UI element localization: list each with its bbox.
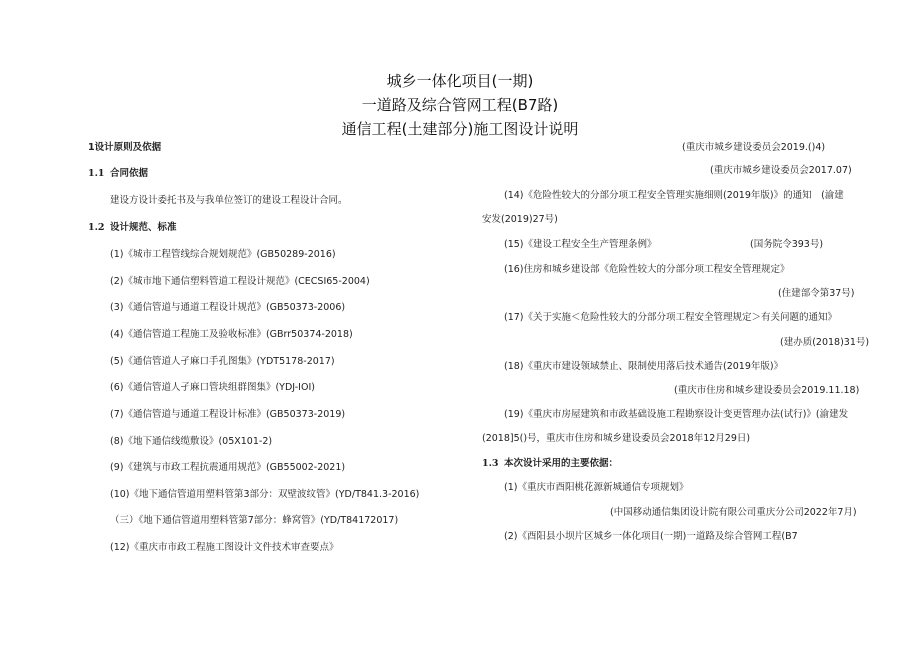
standard-item: (1)《城市工程管线综合规划规范》(GB50289-2016): [110, 249, 336, 260]
section-1-1-text: 建设方设计委托书及与我单位签订的建设工程设计合同。: [110, 195, 348, 206]
reference-item: (19)《重庆市房屋建筑和市政基础设施工程勘察设计变更管理办法(试行)》(渝建发: [504, 409, 849, 420]
section-1-heading: 1设计原则及依据: [88, 142, 162, 153]
reference-item: (16)住房和城乡建设部《危险性较大的分部分项工程安全管理规定》: [504, 264, 790, 275]
standard-item: (6)《通信管道人孑麻口管块组群图集》(YDJ-IOI): [110, 382, 315, 393]
standard-item: (7)《通信管道与通道工程设计标准》(GB50373-2019): [110, 409, 346, 420]
standard-item: (5)《通信管道人孑麻口手孔图集》(YDT5178-2017): [110, 356, 335, 367]
reference-item: (17)《关于实施＜危险性较大的分部分项工程安全管理规定＞有关问题的通知》: [504, 312, 838, 323]
issuer-note: (国务院令393号): [750, 239, 824, 250]
issuer-note: (重庆市城乡建设委员会2017.07): [710, 165, 852, 176]
doc-title-line1: 城乡一体化项目(一期): [386, 72, 534, 90]
standard-item: (4)《通信管道工程施工及验收标准》(GBrr50374-2018): [110, 329, 353, 340]
reference-item: (15)《建设工程安全生产管理条例》: [504, 239, 657, 250]
reference-item-continued: (2018]5()号，重庆市住房和城乡建设委员会2018年12月29日): [482, 433, 751, 444]
section-1-1-number: 1.1: [88, 168, 105, 179]
standard-item: (12)《重庆市市政工程施工图设计文件技术审查要点》: [110, 542, 339, 553]
issuer-note: (中国移动通信集团设计院有限公司重庆分公司2022年7月): [610, 507, 857, 518]
standard-item: （三）《地下通信管道用塑料管第7部分：蜂窝管》(YD/T84172017): [110, 515, 399, 526]
basis-item: (2)《酉阳县小坝片区城乡一体化项目(一期)一道路及综合管网工程(B7: [504, 531, 798, 542]
doc-title-line3: 通信工程(土建部分)施工图设计说明: [341, 120, 579, 138]
standard-item: (2)《城市地下通信塑料管道工程设计规范》(CECSI65-2004): [110, 276, 370, 287]
issuer-note: (重庆市住房和城乡建设委员会2019.11.18): [674, 385, 860, 396]
reference-item: (18)《重庆市建设领域禁止、限制使用落后技术通告(2019年版)》: [504, 361, 784, 372]
doc-title-line2: 一道路及综合管网工程(B7路): [361, 96, 559, 114]
basis-item: (1)《重庆市酉阳桃花源新城通信专项规划》: [504, 482, 689, 493]
section-1-1-title: 合同依据: [110, 168, 149, 179]
standard-item: (8)《地下通信线缆敷设》(05X101-2): [110, 436, 273, 447]
standard-item: (10)《地下通信管道用塑料管第3部分：双壁波纹管》(YD/T841.3-2016): [110, 489, 420, 500]
section-1-2-number: 1.2: [88, 222, 105, 233]
issuer-note: (建办质(2018)31号): [780, 337, 870, 348]
section-1-2-title: 设计规范、标准: [110, 222, 177, 233]
standard-item: (9)《建筑与市政工程抗震通用规范》(GB55002-2021): [110, 462, 346, 473]
section-1-3-title: 本次设计采用的主要依据：: [504, 458, 619, 469]
reference-item: (14)《危险性较大的分部分项工程安全管理实施细则(2019年版)》的通知 (渝建: [504, 190, 844, 201]
issuer-note: (住建部令第37号): [778, 288, 855, 299]
standard-item: (3)《通信管道与通道工程设计规范》(GB50373-2006): [110, 302, 346, 313]
issuer-note: (重庆市城乡建设委员会2019.()4): [682, 142, 826, 153]
section-1-3-number: 1.3: [482, 458, 499, 469]
reference-item-continued: 安发(2019)27号): [482, 214, 558, 225]
